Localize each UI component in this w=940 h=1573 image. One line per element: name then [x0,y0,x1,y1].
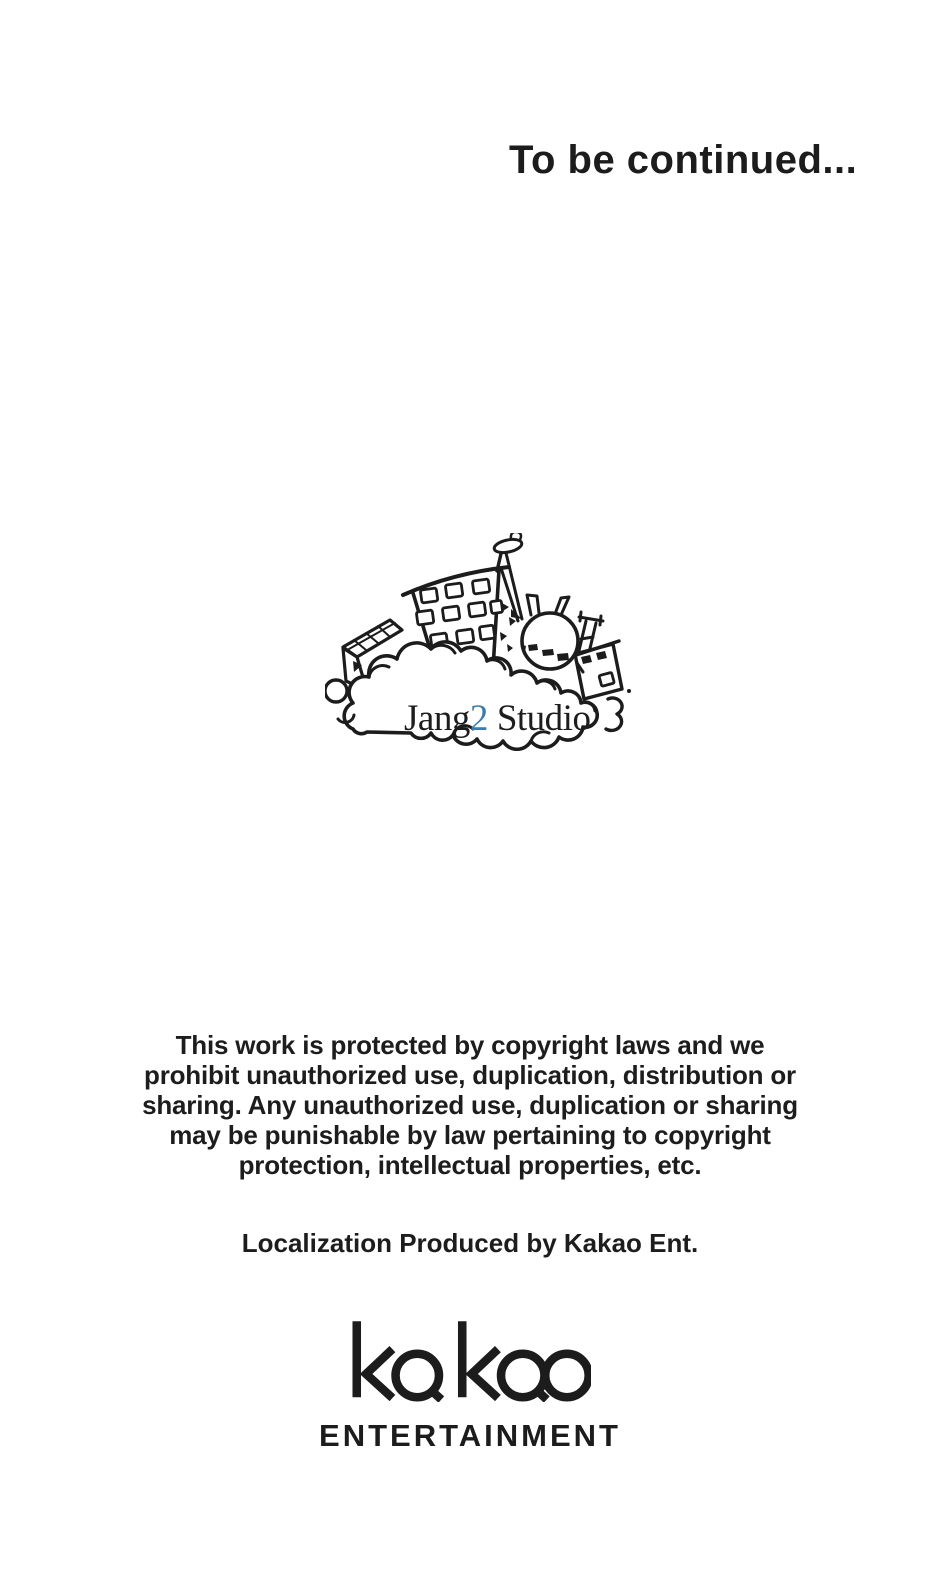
kakao-entertainment-logo [0,1318,940,1454]
studio-name-accent: 2 [469,698,488,739]
copyright-line: sharing. Any unauthorized use, duplication or sharing [142,1090,798,1120]
studio-name-part2: Studio [496,698,591,739]
studio-name-text [404,697,590,740]
kakao-wordmark-icon [349,1318,591,1402]
jang2-studio-logo [325,533,637,751]
studio-name-part1: Jang [404,698,470,739]
copyright-notice [0,1030,940,1180]
localization-credit: Localization Produced by Kakao Ent. [241,1228,699,1258]
copyright-line: prohibit unauthorized use, duplication, distribution or [144,1060,796,1090]
copyright-line: protection, intellectual properties, etc. [238,1150,702,1180]
kakao-entertainment-text: ENTERTAINMENT [319,1418,621,1453]
to-be-continued-text: To be continued... [509,138,858,182]
copyright-line: This work is protected by copyright laws and we [175,1030,765,1060]
copyright-line: may be punishable by law pertaining to copyright [169,1120,771,1150]
